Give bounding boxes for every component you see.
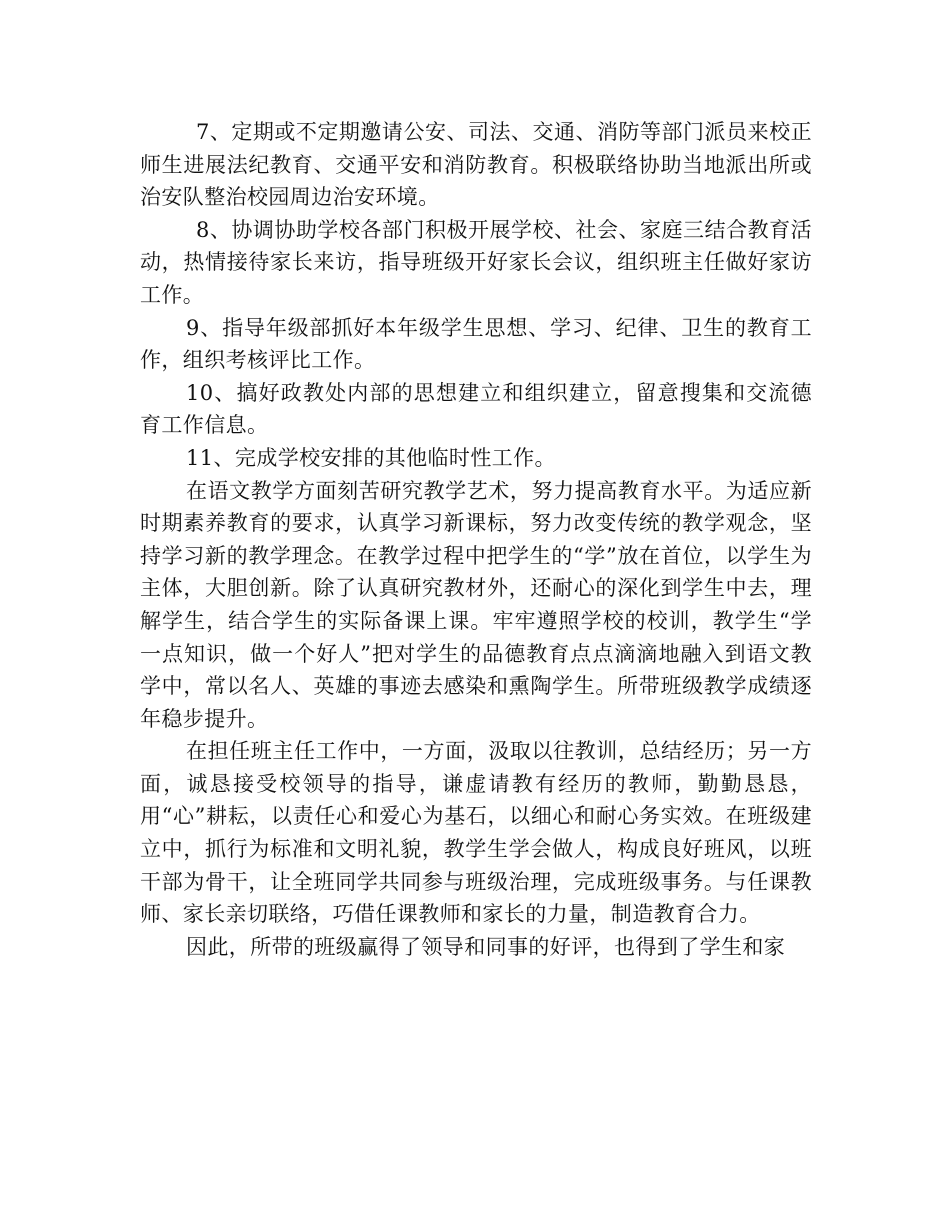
paragraph-class-teacher-work: 在担任班主任工作中，一方面，汲取以往教训，总结经历；另一方面，诚恳接受校领导的指导，谦虚请教有经历的教师，勤勤恳恳，用“心”耕耘，以责任心和爱心为基石，以细心和耐心务实效。在班级建立中，抓行为标准和文明礼貌，教学生学会做人，构成良好班风，以班干部为骨干，让全班同学共同参与班级治理，完成班级事务。与任课教师、家长亲切联络，巧借任课教师和家长的力量，制造教育合力。: [140, 739, 812, 927]
paragraph-results: 因此，所带的班级赢得了领导和同事的好评，也得到了学生和家: [186, 934, 786, 959]
paragraph-item-10: 10、搞好政教处内部的思想建立和组织建立，留意搜集和交流德育工作信息。: [140, 380, 812, 438]
paragraph-item-7: 7、定期或不定期邀请公安、司法、交通、消防等部门派员来校正师生进展法纪教育、交通平安和消防教育。积极联络协助当地派出所或治安队整治校园周边治安环境。: [140, 120, 812, 210]
document-body: [140, 116, 812, 963]
paragraph-item-11: 11、完成学校安排的其他临时性工作。: [186, 445, 556, 470]
paragraph-item-8: 8、协调协助学校各部门积极开展学校、社会、家庭三结合教育活动，热情接待家长来访，指导班级开好家长会议，组织班主任做好家访工作。: [140, 217, 812, 307]
paragraph-chinese-teaching: 在语文教学方面刻苦研究教学艺术，努力提高教育水平。为适应新时期素养教育的要求，认真学习新课标，努力改变传统的教学观念，坚持学习新的教学理念。在教学过程中把学生的“学”放在首位，以学生为主体，大胆创新。除了认真研究教材外，还耐心的深化到学生中去，理解学生，结合学生的实际备课上课。牢牢遵照学校的校训，教学生“学一点知识，做一个好人”把对学生的品德教育点点滴滴地融入到语文教学中，常以名人、英雄的事迹去感染和熏陶学生。所带班级教学成绩逐年稳步提升。: [140, 478, 812, 731]
paragraph-item-9: 9、指导年级部抓好本年级学生思想、学习、纪律、卫生的教育工作，组织考核评比工作。: [140, 315, 812, 373]
